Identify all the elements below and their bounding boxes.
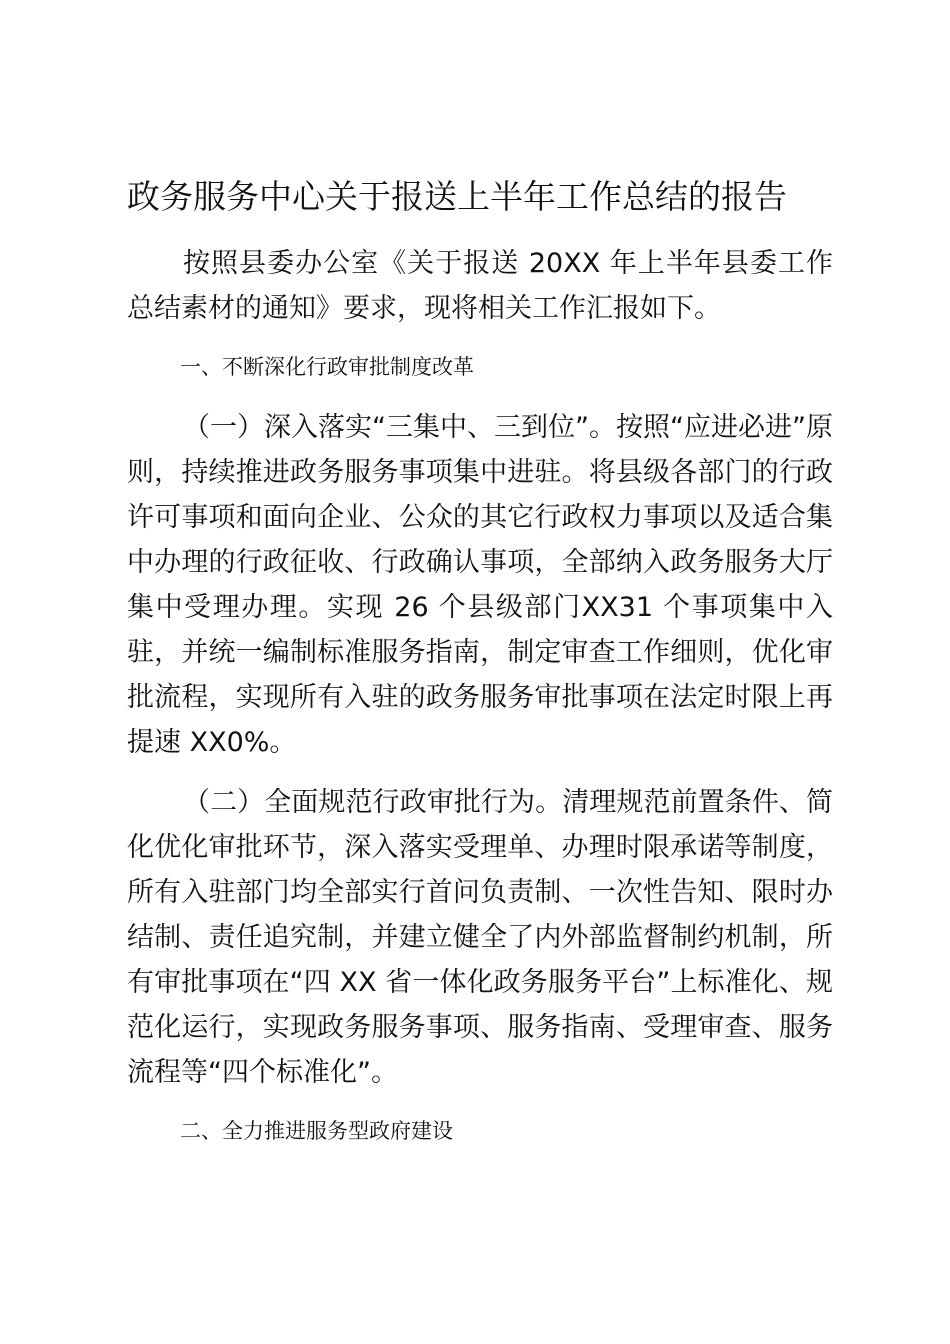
- section-heading-1: 一、不断深化行政审批制度改革: [180, 355, 474, 379]
- section1-paragraph-1: （一）深入落实“三集中、三到位”。按照“应进必进”原则，持续推进政务服务事项集中进驻。将县级各部门的行政许可事项和面向企业、公众的其它行政权力事项以及适合集中办理的行政征收、行政确认事项，全部纳入政务服务大厅集中受理办理。实现 26 个县级部门XX31 个事项集中入驻，并统一编制标准服务指南，制定审查工作细则，优化审批流程，实现所有入驻的政务服务审批事项在法定时限上再提速 XX0%。: [127, 412, 833, 758]
- document-title: 政务服务中心关于报送上半年工作总结的报告: [127, 177, 787, 216]
- intro-paragraph: 按照县委办公室《关于报送 20XX 年上半年县委工作总结素材的通知》要求，现将相关工作汇报如下。: [127, 248, 833, 324]
- section-heading-2: 二、全力推进服务型政府建设: [180, 1119, 453, 1143]
- section1-paragraph-2: （二）全面规范行政审批行为。清理规范前置条件、简化优化审批环节，深入落实受理单、办理时限承诺等制度，所有入驻部门均全部实行首问负责制、一次性告知、限时办结制、责任追究制，并建立健全了内外部监督制约机制，所有审批事项在“四 XX 省一体化政务服务平台”上标准化、规范化运行，实现政务服务事项、服务指南、受理审查、服务流程等“四个标准化”。: [127, 787, 833, 1088]
